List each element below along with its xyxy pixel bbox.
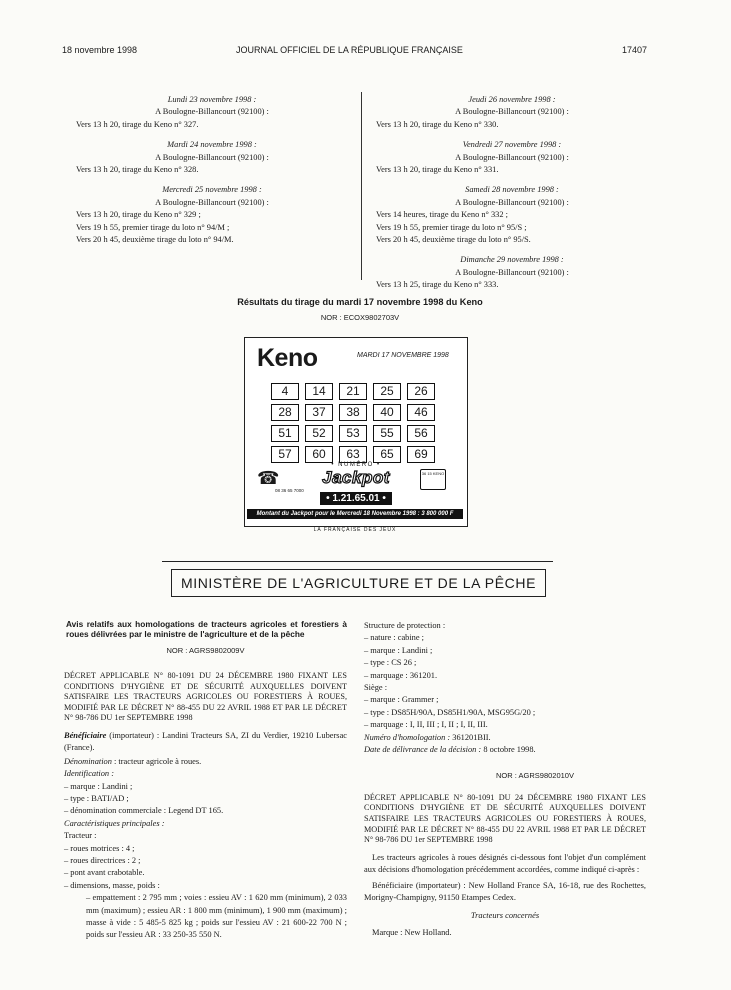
jackpot-label: • NUMÉRO • [331, 462, 381, 468]
list-item: – type : DS85H/90A, DS85H1/90A, MSG95G/20 ; [364, 707, 536, 717]
draw-line: Vers 19 h 55, premier tirage du loto n° 94/M ; [76, 222, 230, 232]
jackpot-number: • 1.21.65.01 • [320, 492, 392, 505]
list-item: – roues directrices : 2 ; [64, 856, 141, 866]
notice-title: Avis relatifs aux homologations de tracteurs agricoles et forestiers à roues délivrées par le ministre de l'agriculture et de la pêche [66, 619, 347, 639]
seat-list [364, 694, 646, 731]
left-nor: NOR : AGRS9802009V [166, 645, 245, 655]
journal-title: JOURNAL OFFICIEL DE LA RÉPUBLIQUE FRANÇAISE [236, 45, 463, 55]
characteristics-list [64, 843, 347, 893]
keno-number: 38 [339, 404, 367, 421]
keno-number: 40 [373, 404, 401, 421]
keno-number: 63 [339, 446, 367, 463]
draw-line: A Boulogne-Billancourt (92100) : [155, 107, 269, 117]
draw-day: Lundi 23 novembre 1998 : [167, 95, 257, 104]
right-body [364, 620, 646, 939]
keno-draw-date: MARDI 17 NOVEMBRE 1998 [357, 352, 449, 359]
keno-number: 53 [339, 425, 367, 442]
right-decret: DÉCRET APPLICABLE N° 80-1091 DU 24 DÉCEMBRE 1980 FIXANT LES CONDITIONS D'HYGIÈNE ET DE SÉCURITÉ AUXQUELLES DOIVENT SATISFAIRE LES TRACTEURS AGRICOLES OU FORESTIERS À ROUES, MODIFIÉ PAR LE DÉCRET N° 88-455 DU 22 AVRIL 1988 ET PAR LE DÉCRET N° 98-786 DU 1er SEPTEMBRE 1998 [364, 792, 646, 845]
dimensions-text: – empattement : 2 795 mm ; voies : essieu AV : 1 620 mm (minimum), 2 033 mm (maximum) ; essieu AR : 1 800 mm (minimum), 1 900 mm (maximum) ; masse à vide : 5 485-5 825 kg ; poids sur l'essieu AV : 21 600-22 700 N ; poids sur l'essieu AR : 33 250-35 550 N. [86, 893, 347, 940]
keno-number: 37 [305, 404, 333, 421]
keno-number: 25 [373, 383, 401, 400]
draws-left-column [76, 90, 348, 246]
keno-number: 28 [271, 404, 299, 421]
draw-day: Jeudi 26 novembre 1998 : [468, 95, 556, 104]
phone-number: 08 36 65 7000 [275, 488, 304, 493]
list-item: – dimensions, masse, poids : [64, 880, 160, 890]
draw-line: Vers 13 h 20, tirage du Keno n° 329 ; [76, 210, 201, 220]
section-rule [162, 561, 553, 562]
draw-line: Vers 20 h 45, deuxième tirage du loto n° 94/M. [76, 235, 234, 245]
jackpot-banner: Montant du Jackpot pour le Mercredi 18 Novembre 1998 : 3 800 000 F [247, 509, 463, 519]
tractor-label: Tracteur : [64, 831, 97, 841]
keno-number: 26 [407, 383, 435, 400]
list-item: – marque : Landini ; [364, 645, 433, 655]
keno-logo: Keno [257, 344, 318, 372]
keno-results-card [244, 337, 468, 527]
characteristics-label: Caractéristiques principales : [64, 818, 165, 828]
draw-line: A Boulogne-Billancourt (92100) : [455, 107, 569, 117]
beneficiary-label: Bénéficiaire [64, 730, 107, 740]
denomination [64, 756, 347, 768]
keno-number: 51 [271, 425, 299, 442]
jackpot-logo: Jackpot [322, 468, 390, 487]
list-item: – dénomination commerciale : Legend DT 165. [64, 806, 224, 816]
left-body [64, 620, 347, 942]
minitel-icon: 36 15 KENO [420, 469, 446, 490]
identification-label: Identification : [64, 769, 115, 779]
list-item: – marque : Grammer ; [364, 695, 439, 705]
keno-number: 57 [271, 446, 299, 463]
ministry-heading: MINISTÈRE DE L'AGRICULTURE ET DE LA PÊCHE [171, 569, 546, 597]
column-divider [361, 92, 362, 280]
list-item: – nature : cabine ; [364, 633, 424, 643]
denomination-text: : tracteur agricole à roues. [111, 756, 202, 766]
phone-icon: ☎ [257, 468, 280, 488]
protection-label: Structure de protection : [364, 621, 446, 630]
keno-number-grid [271, 383, 435, 463]
jackpot-panel [313, 462, 399, 506]
draw-line: A Boulogne-Billancourt (92100) : [455, 267, 569, 277]
list-item: – type : CS 26 ; [364, 658, 417, 668]
header-date: 18 novembre 1998 [62, 45, 138, 55]
results-nor: NOR : ECOX9802703V [320, 313, 400, 322]
denomination-label: Dénomination [64, 756, 112, 766]
keno-number: 56 [407, 425, 435, 442]
right-nor: NOR : AGRS9802010V [496, 771, 574, 781]
tractors-concerned: Tracteurs concernés [470, 911, 540, 921]
draw-line: Vers 19 h 55, premier tirage du loto n° 95/S ; [376, 222, 527, 232]
draw-day: Dimanche 29 novembre 1998 : [460, 255, 564, 265]
draw-day: Vendredi 27 novembre 1998 : [462, 140, 562, 150]
draw-line: Vers 13 h 20, tirage du Keno n° 331. [376, 165, 499, 175]
right-brand: Marque : New Holland. [372, 927, 452, 937]
homologation-label: Numéro d'homologation : [364, 732, 451, 742]
keno-number: 4 [271, 383, 299, 400]
right-paragraph: Les tracteurs agricoles à roues désignés ci-dessous font l'objet d'un complément aux décisions d'homologation précédemment accordées, comme indiqué ci-après : [364, 852, 646, 875]
seat-label: Siège : [364, 683, 388, 693]
draw-line: Vers 13 h 20, tirage du Keno n° 328. [76, 165, 199, 175]
identification-list [64, 781, 347, 818]
keno-number: 69 [407, 446, 435, 463]
keno-number: 60 [305, 446, 333, 463]
delivery-date-label: Date de délivrance de la décision : [364, 745, 482, 755]
list-item: – marquage : I, II, III ; I, II ; I, II, III. [364, 720, 488, 730]
draw-day: Mercredi 25 novembre 1998 : [162, 185, 262, 195]
results-title: Résultats du tirage du mardi 17 novembre 1998 du Keno [237, 297, 483, 307]
homologation-value: 361201BII. [450, 732, 491, 742]
draw-line: Vers 14 heures, tirage du Keno n° 332 ; [376, 210, 508, 220]
list-item: – roues motrices : 4 ; [64, 843, 135, 853]
left-decret: DÉCRET APPLICABLE N° 80-1091 DU 24 DÉCEMBRE 1980 FIXANT LES CONDITIONS D'HYGIÈNE ET DE SÉCURITÉ AUXQUELLES DOIVENT SATISFAIRE LES TRACTEURS AGRICOLES OU FORESTIERS À ROUES, MODIFIÉ PAR LE DÉCRET N° 88-455 DU 22 AVRIL 1988 ET PAR LE DÉCRET N° 98-786 DU 1er SEPTEMBRE 1998 [64, 671, 347, 723]
draw-line: Vers 13 h 20, tirage du Keno n° 330. [376, 119, 499, 129]
draw-day: Samedi 28 novembre 1998 : [465, 185, 559, 195]
keno-number: 21 [339, 383, 367, 400]
draw-line: Vers 13 h 20, tirage du Keno n° 327. [76, 119, 199, 129]
keno-footer: LA FRANÇAISE DES JEUX [313, 527, 397, 533]
delivery-date-value: 8 octobre 1998. [481, 745, 536, 755]
draw-line: A Boulogne-Billancourt (92100) : [455, 152, 569, 162]
list-item: – pont avant crabotable. [64, 868, 145, 878]
draws-right-column [376, 90, 648, 292]
list-item: – marquage : 361201. [364, 670, 438, 680]
right-beneficiary: Bénéficiaire (importateur) : New Holland France SA, 16-18, rue des Rochettes, Morigny-Champigny, 91150 Etampes Cedex. [364, 880, 646, 903]
list-item: – type : BATI/AD ; [64, 794, 129, 803]
keno-number: 65 [373, 446, 401, 463]
draw-line: Vers 13 h 25, tirage du Keno n° 333. [376, 280, 499, 290]
draw-line: A Boulogne-Billancourt (92100) : [155, 197, 269, 207]
keno-number: 52 [305, 425, 333, 442]
draw-line: A Boulogne-Billancourt (92100) : [155, 152, 269, 162]
page-number: 17407 [622, 45, 648, 55]
beneficiary-text: (importateur) : Landini Tracteurs SA, ZI du Verdier, 19210 Lubersac (France). [64, 730, 347, 753]
keno-number: 14 [305, 383, 333, 400]
protection-list [364, 632, 646, 682]
beneficiary [64, 730, 347, 755]
draw-day: Mardi 24 novembre 1998 : [167, 140, 257, 150]
keno-number: 55 [373, 425, 401, 442]
list-item: – marque : Landini ; [64, 781, 133, 791]
draw-line: A Boulogne-Billancourt (92100) : [455, 197, 569, 207]
keno-number: 46 [407, 404, 435, 421]
draw-line: Vers 20 h 45, deuxième tirage du loto n° 95/S. [376, 235, 531, 245]
